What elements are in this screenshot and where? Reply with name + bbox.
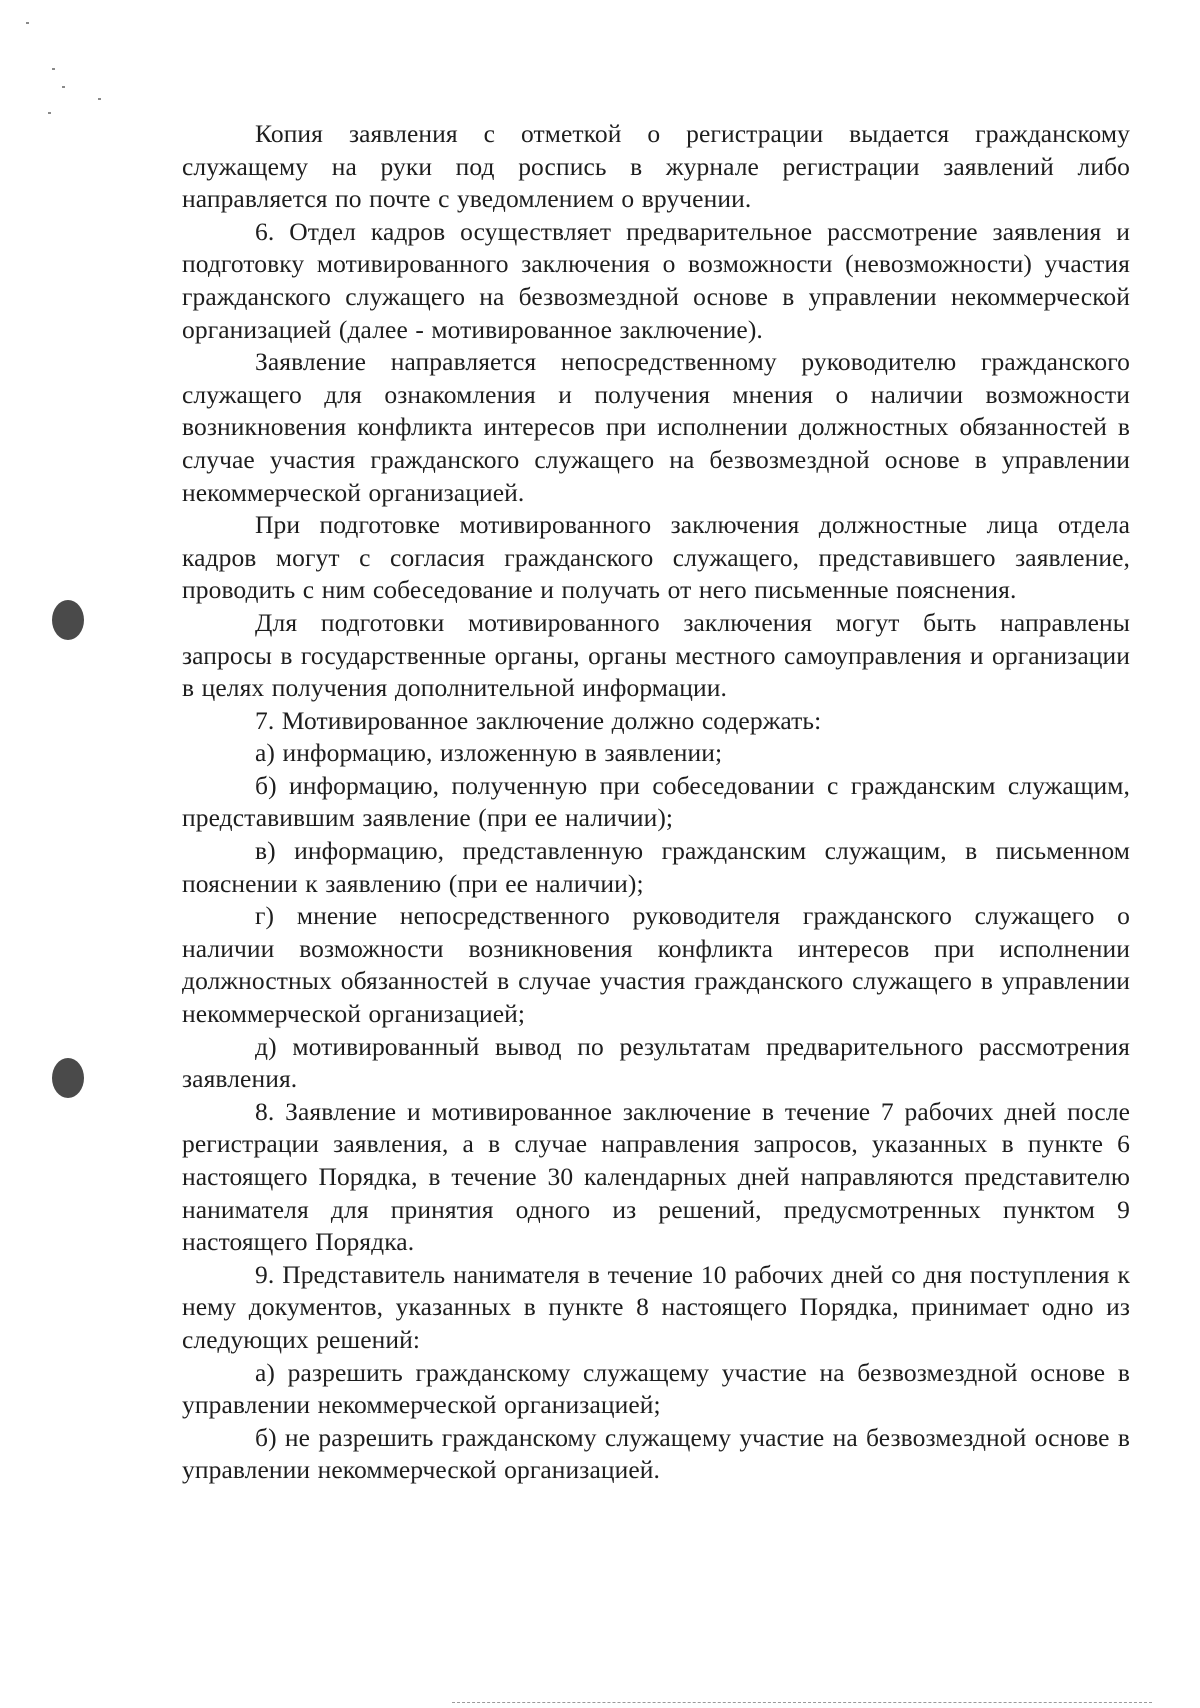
paragraph-item-7: 7. Мотивированное заключение должно содержать:	[255, 705, 822, 735]
list-item-9a: а) разрешить гражданскому служащему участие на безвозмездной основе в управлении некоммерческой организацией;	[182, 1357, 1130, 1420]
scan-speck	[52, 68, 55, 70]
scan-speck	[26, 22, 29, 24]
document-body	[182, 118, 1130, 1487]
list-item-7v: в) информацию, представленную гражданским служащим, в письменном пояснении к заявлению (при ее наличии);	[182, 836, 1130, 898]
scan-speck	[48, 112, 51, 114]
punch-hole	[52, 600, 84, 640]
scan-speck	[62, 86, 65, 88]
list-item-7g: г) мнение непосредственного руководителя гражданского служащего о наличии возможности возникновения конфликта интересов при исполнении должностных обязанностей в случае участия гражданского служащего в управлении некоммерческой организацией;	[182, 901, 1130, 1029]
list-item-7a: а) информацию, изложенную в заявлении;	[255, 738, 723, 768]
scan-edge-line	[452, 1702, 1152, 1705]
paragraph-interview: При подготовке мотивированного заключения должностные лица отдела кадров могут с согласия гражданского служащего, представившего заявление, проводить с ним собеседование и получать от него письменные пояснения.	[182, 510, 1130, 605]
list-item-9b: б) не разрешить гражданскому служащему участие на безвозмездной основе в управлении некоммерческой организацией.	[182, 1422, 1130, 1485]
list-item-7d: д) мотивированный вывод по результатам предварительного рассмотрения заявления.	[182, 1031, 1130, 1094]
paragraph-item-9: 9. Представитель нанимателя в течение 10 рабочих дней со дня поступления к нему документов, указанных в пункте 8 настоящего Порядка, принимает одно из следующих решений:	[182, 1259, 1130, 1354]
paragraph-copy-issued: Копия заявления с отметкой о регистрации выдается гражданскому служащему на руки под роспись в журнале регистрации заявлений либо направляется по почте с уведомлением о вручении.	[182, 119, 1130, 214]
paragraph-statement-sent: Заявление направляется непосредственному руководителю гражданского служащего для ознакомления и получения мнения о наличии возможности возникновения конфликта интересов при исполнении должностных обязанностей в случае участия гражданского служащего на безвозмездной основе в управлении некоммерческой организацией.	[182, 347, 1130, 507]
punch-hole	[52, 1058, 84, 1098]
paragraph-requests: Для подготовки мотивированного заключения могут быть направлены запросы в государственные органы, органы местного самоуправления и организации в целях получения дополнительной информации.	[182, 607, 1130, 703]
list-item-7b: б) информацию, полученную при собеседовании с гражданским служащим, представившим заявление (при ее наличии);	[182, 770, 1130, 833]
paragraph-item-8: 8. Заявление и мотивированное заключение в течение 7 рабочих дней после регистрации заявления, а в случае направления запросов, указанных в пункте 6 настоящего Порядка, в течение 30 календарных дней направляются представителю нанимателя для принятия одного из решений, предусмотренных пунктом 9 настоящего Порядка.	[182, 1096, 1130, 1257]
scan-speck	[98, 98, 101, 100]
paragraph-item-6: 6. Отдел кадров осуществляет предварительное рассмотрение заявления и подготовку мотивированного заключения о возможности (невозможности) участия гражданского служащего на безвозмездной основе в управлении некоммерческой организацией (далее - мотивированное заключение).	[182, 216, 1130, 344]
